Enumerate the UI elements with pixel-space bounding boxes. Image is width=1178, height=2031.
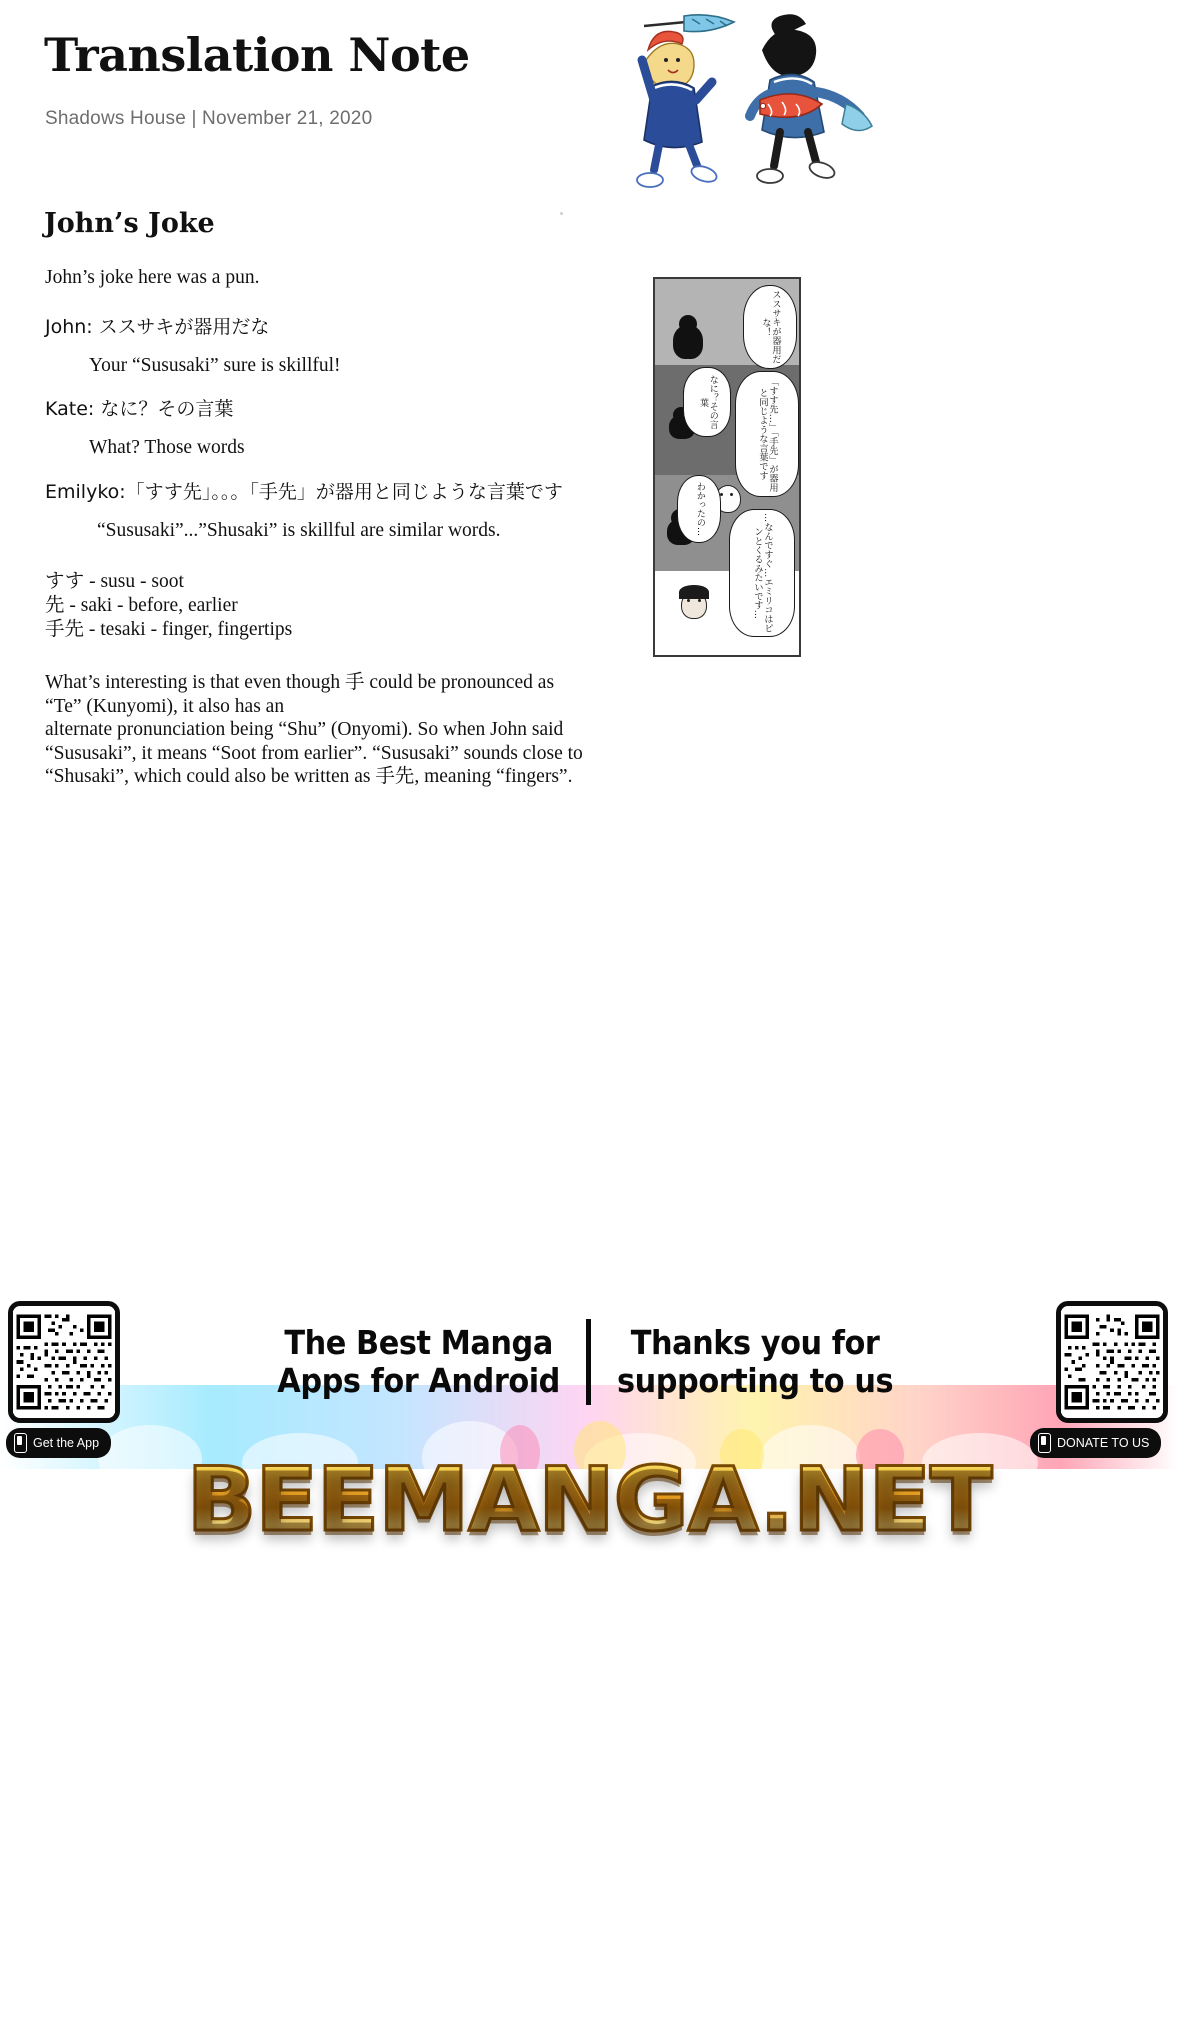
vocabulary-item: 手先 - tesaki - finger, fingertips — [45, 618, 293, 640]
header-illustration — [610, 8, 890, 203]
get-the-app-label: Get the App — [33, 1436, 100, 1450]
dialogue-speaker-line: Kate: なに？その言葉 — [45, 398, 234, 420]
intro-paragraph: John’s joke here was a pun. — [45, 267, 260, 288]
speech-bubble: なに？その言葉 — [683, 367, 731, 437]
decorative-dot — [560, 212, 563, 215]
banner-headline-group — [130, 1307, 1040, 1417]
explanation-line: “Te” (Kunyomi), it also has an — [45, 695, 285, 717]
dialogue-entry-kate — [45, 400, 605, 458]
dialogue-translation: “Sususaki”...”Shusaki” is skillful are similar words. — [97, 519, 501, 541]
dialogue-speaker-line: John: ススサキが器用だな — [45, 315, 270, 338]
site-wordmark — [0, 1432, 1178, 1567]
explanation-paragraph — [45, 671, 605, 788]
donate-label: DONATE TO US — [1057, 1436, 1150, 1450]
banner-headline-right-line1: Thanks you for — [630, 1322, 880, 1362]
vocabulary-list — [45, 570, 605, 641]
banner-headline-left-line2: Apps for Android — [277, 1361, 560, 1400]
page-subtitle: Shadows House | November 21, 2020 — [45, 108, 373, 129]
qr-code-get-the-app[interactable] — [8, 1301, 120, 1423]
site-wordmark-text: BEEMANGA.NET — [186, 1448, 992, 1551]
vocabulary-item: 先 - saki - before, earlier — [45, 594, 238, 616]
explanation-line: “Sususaki”, it means “Soot from earlier”. “Sususaki” sounds close to — [45, 742, 583, 764]
dialogue-entry-john — [45, 315, 605, 376]
banner-headline-left-line1: The Best Manga — [284, 1322, 553, 1362]
qr-code-donate[interactable] — [1056, 1301, 1168, 1423]
explanation-line: alternate pronunciation being “Shu” (Onyomi). So when John said — [45, 719, 564, 741]
dialogue-translation: What? Those words — [89, 437, 245, 458]
page-title: Translation Note — [44, 28, 470, 82]
banner-headline-right-line2: supporting to us — [617, 1361, 894, 1400]
speech-bubble: わかったの… — [677, 475, 721, 543]
dialogue-translation: Your “Sususaki” sure is skillful! — [89, 354, 341, 376]
banner-divider — [586, 1319, 591, 1405]
speech-bubble: ススサキが器用だな！ — [743, 285, 797, 369]
speech-bubble: 「すす先…」「手先」が器用と同じような言葉です — [735, 371, 799, 497]
manga-panel-strip — [653, 277, 801, 657]
section-heading: John’s Joke — [44, 208, 215, 239]
note-body — [45, 268, 605, 788]
banner-headline-left — [277, 1324, 560, 1401]
banner-headline-right — [617, 1324, 893, 1401]
vocabulary-item: すす - susu - soot — [45, 571, 184, 592]
explanation-line: “Shusaki”, which could also be written as 手先, meaning “fingers”. — [45, 765, 573, 787]
speech-bubble: …なんですぐ…エミリコはピンとくるみたいです… — [729, 509, 795, 637]
dialogue-entry-emilyko — [45, 480, 605, 541]
dialogue-speaker-line: Emilyko:「すす先」。。。「手先」が器用と同じような言葉です — [45, 480, 563, 503]
explanation-line: What’s interesting is that even though 手 could be pronounced as — [45, 672, 555, 694]
page-header — [0, 0, 1178, 210]
